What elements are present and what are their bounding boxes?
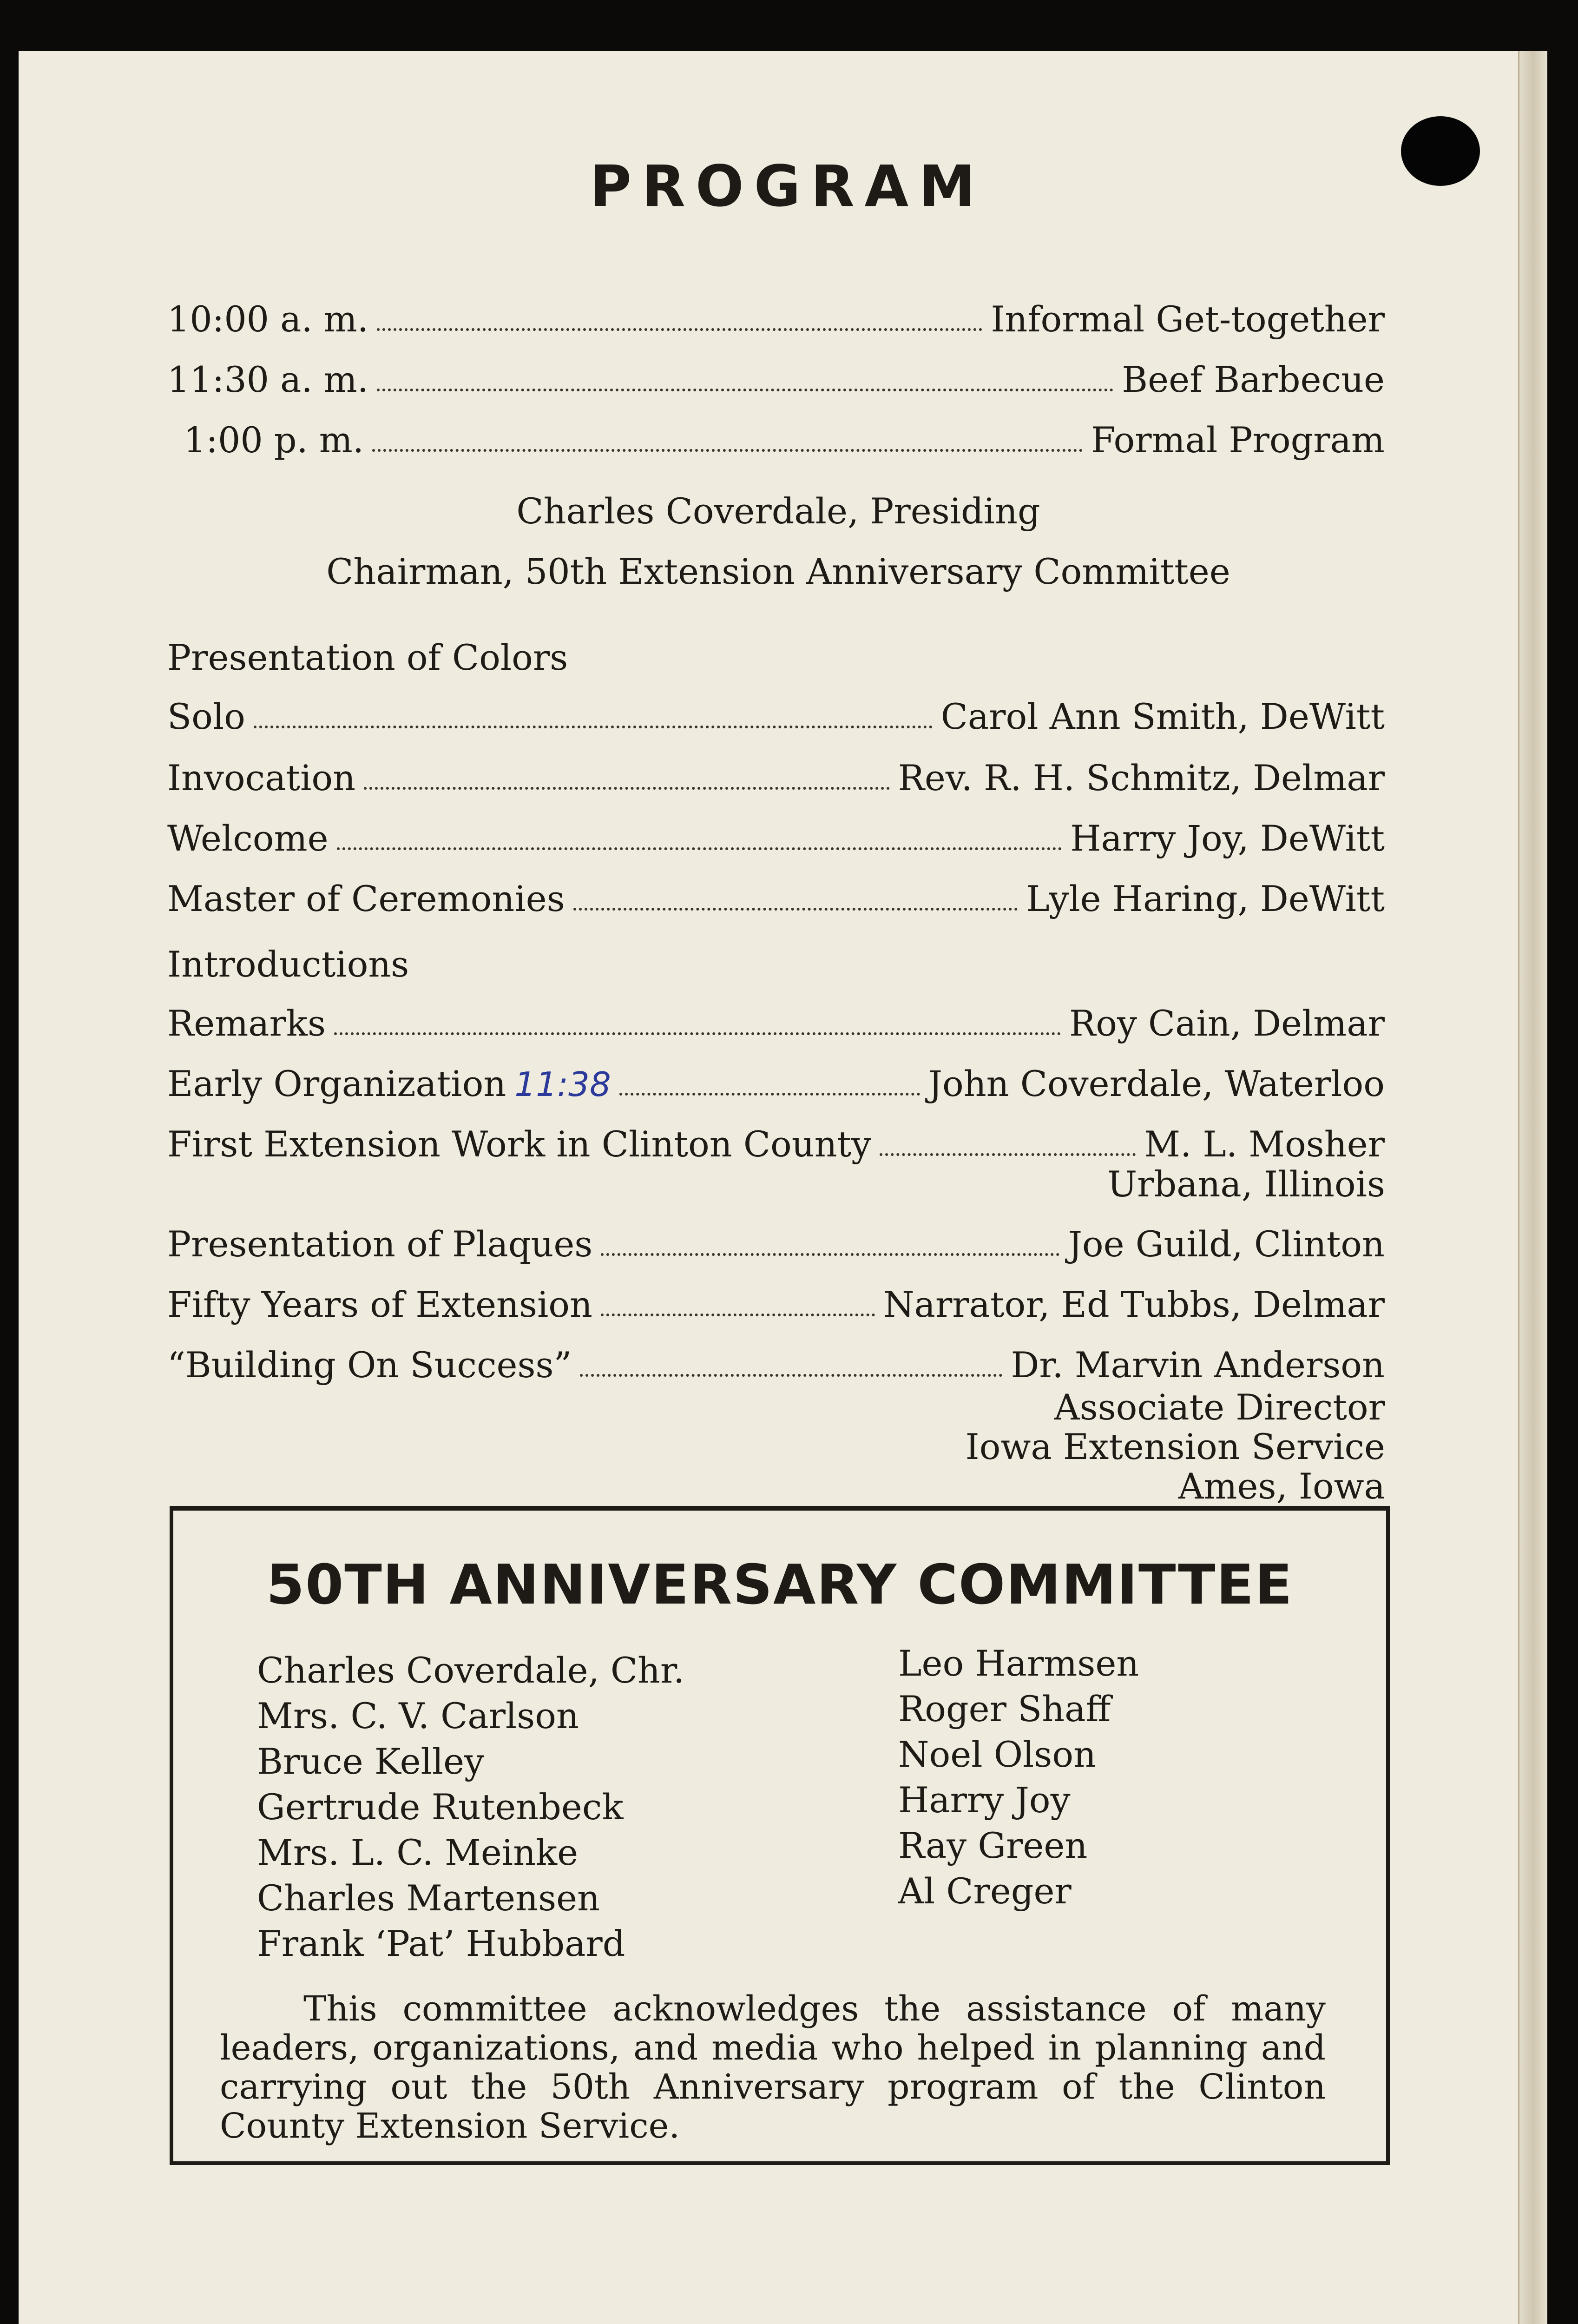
schedule-event: Formal Program [1091,419,1385,461]
program-item: Master of Ceremonies [167,878,565,919]
schedule-time: 10:00 a. m. [167,298,369,340]
program-row [167,1004,1385,1043]
committee-member: Ray Green [898,1825,1088,1866]
program-speaker: M. L. Mosher [1144,1123,1385,1165]
acknowledgment [220,1989,1326,2146]
dot-leader [377,389,1113,391]
dot-leader [337,847,1062,850]
schedule-row [167,300,1385,339]
speaker-location: Urbana, Illinois [1107,1163,1385,1205]
chairman-line: Chairman, 50th Extension Anniversary Committee [326,551,1230,592]
program-item: “Building On Success” [167,1344,572,1386]
committee-member: Mrs. L. C. Meinke [257,1832,579,1873]
committee-member: Leo Harmsen [898,1643,1139,1684]
introductions: Introductions [167,944,409,985]
dot-leader [580,1374,1002,1377]
program-item: Presentation of Plaques [167,1223,593,1265]
program-row [167,1225,1385,1264]
committee-member: Charles Martensen [257,1877,600,1919]
program-row [167,1285,1385,1324]
presiding-line: Charles Coverdale, Presiding [516,490,1040,532]
schedule-time: 1:00 p. m. [184,419,364,461]
program-speaker: Harry Joy, DeWitt [1070,818,1385,859]
program-speaker: Lyle Haring, DeWitt [1026,878,1385,919]
dot-leader [364,787,890,790]
program-item: Invocation [167,757,356,799]
committee-member: Noel Olson [898,1734,1097,1775]
speaker-title [966,1387,1385,1506]
committee-member: Frank ‘Pat’ Hubbard [257,1923,625,1964]
committee-member: Al Creger [898,1870,1072,1912]
committee-member: Harry Joy [898,1779,1071,1821]
program-row [167,1064,1385,1103]
program-speaker: John Coverdale, Waterloo [928,1063,1385,1104]
dot-leader [377,328,982,331]
dot-leader [573,908,1018,911]
program-row [167,819,1385,858]
program-speaker: Carol Ann Smith, DeWitt [940,696,1385,737]
dot-leader [619,1093,920,1096]
dot-leader [601,1314,875,1316]
program-row [167,697,1385,736]
program-item: Welcome [167,818,329,859]
page-title: PROGRAM [590,153,986,219]
schedule-event: Informal Get-together [991,298,1385,340]
speaker-title-line: Iowa Extension Service [965,1426,1385,1467]
program-speaker: Narrator, Ed Tubbs, Delmar [883,1284,1385,1325]
program-speaker: Rev. R. H. Schmitz, Delmar [898,757,1385,799]
program-item: First Extension Work in Clinton County [167,1123,872,1165]
schedule-event: Beef Barbecue [1122,359,1385,400]
dot-leader [601,1253,1059,1256]
speaker-title-line: Associate Director [1054,1386,1385,1428]
program-row [167,1346,1385,1385]
program-item: Fifty Years of Extension [167,1284,593,1325]
dot-leader [334,1032,1061,1035]
committee-members-right [898,1641,1139,1914]
committee-member: Bruce Kelley [257,1741,485,1782]
committee-title: 50TH ANNIVERSARY COMMITTEE [266,1552,1293,1617]
committee-members-left [257,1648,684,1967]
dot-leader [372,449,1083,452]
speaker-title-line: Ames, Iowa [1178,1466,1385,1507]
program-row [167,1125,1385,1164]
program-speaker: Dr. Marvin Anderson [1011,1344,1385,1386]
committee-member: Gertrude Rutenbeck [257,1786,624,1828]
committee-member: Roger Shaff [898,1688,1111,1730]
program-item: Solo [167,696,245,737]
schedule-row [167,360,1385,399]
committee-box [170,1506,1390,2165]
program-item: Early Organization [167,1063,506,1104]
acknowledgment-text: This committee acknowledges the assistance of many leaders, organizations, and media who helped in planning and carrying out the 50th Anniversary program of the Clinton County Extension Service. [220,1989,1326,2146]
schedule-time: 11:30 a. m. [167,359,369,400]
dot-leader [880,1153,1136,1156]
program-row [167,759,1385,798]
schedule-row [184,421,1385,460]
booklet-spine [1518,51,1547,2324]
handwritten-note: 11:38 [514,1065,611,1104]
dot-leader [254,726,933,728]
program-speaker: Joe Guild, Clinton [1068,1223,1385,1265]
presentation-of-colors: Presentation of Colors [167,637,568,678]
committee-member: Charles Coverdale, Chr. [257,1650,685,1691]
committee-member: Mrs. C. V. Carlson [257,1695,579,1736]
program-row [167,879,1385,918]
program-item: Remarks [167,1003,326,1044]
program-speaker: Roy Cain, Delmar [1069,1003,1385,1044]
